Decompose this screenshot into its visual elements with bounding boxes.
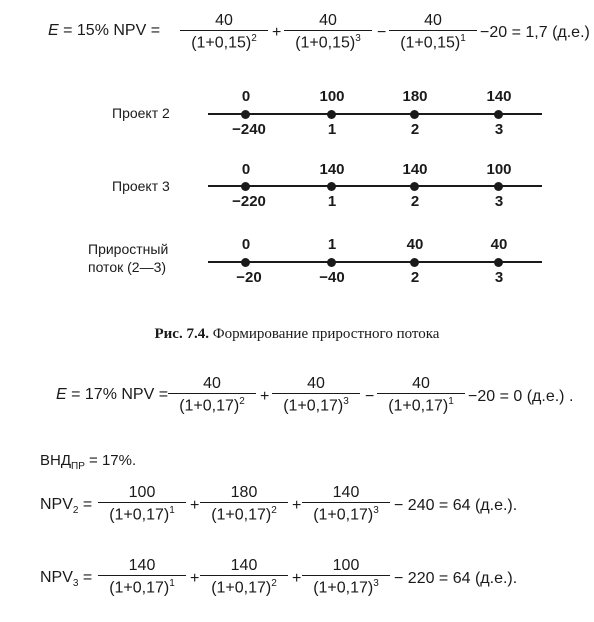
eq3-fraction-1 (98, 484, 186, 524)
numerator: 40 (307, 375, 325, 392)
denominator: $(1+0,17)^3$ (302, 575, 390, 597)
timeline-top-value: 40 (490, 236, 508, 253)
minus-operator: − (377, 24, 387, 41)
timeline-top-value: 0 (241, 88, 251, 105)
irr-subscript: ПР (71, 461, 85, 472)
eq2-lhs (56, 386, 168, 404)
timeline-label: Приростный (88, 241, 169, 257)
timeline-point (494, 258, 503, 267)
timeline-bottom-value: 3 (494, 269, 504, 286)
timeline-top-value: 1 (327, 236, 337, 253)
plus-operator: + (190, 497, 200, 514)
timeline-bottom-value: 3 (494, 193, 504, 210)
rate-symbol: E (56, 386, 67, 403)
timeline-point (410, 110, 419, 119)
denominator: $(1+0,17)^3$ (302, 502, 390, 524)
timeline-top-value: 140 (486, 88, 512, 105)
timeline-bottom-value: 1 (327, 193, 337, 210)
eq3-result: − 240 = 64 (д.е.). (394, 497, 518, 514)
eq2-fraction-3 (377, 375, 465, 415)
timeline-label: Проект 3 (112, 178, 170, 194)
denominator: $(1+0,17)^1$ (98, 575, 186, 597)
numerator: 40 (412, 375, 430, 392)
plus-operator: + (292, 497, 302, 514)
timeline-top-value: 40 (406, 236, 424, 253)
timeline-axis (208, 261, 542, 263)
timeline-point (241, 182, 250, 191)
irr-value: = 17%. (84, 452, 137, 469)
denominator: $(1+0,15)^3$ (284, 30, 372, 52)
eq1-lhs-text: = 15% NPV = (58, 22, 161, 39)
eq4-fraction-1 (98, 557, 186, 597)
eq1-fraction-1 (180, 12, 268, 52)
timeline-point (327, 258, 336, 267)
rate-symbol: E (48, 22, 59, 39)
eq2-fraction-2 (272, 375, 360, 415)
timeline-bottom-value: 1 (327, 121, 337, 138)
figure-caption (0, 326, 594, 343)
timeline-top-value: 0 (241, 161, 251, 178)
timeline-top-value: 180 (402, 88, 428, 105)
timeline-bottom-value: 3 (494, 121, 504, 138)
timeline-top-value: 140 (319, 161, 345, 178)
eq2-result: −20 = 0 (д.е.) . (468, 388, 574, 405)
denominator: $(1+0,17)^2$ (200, 575, 288, 597)
eq4-result: − 220 = 64 (д.е.). (394, 570, 518, 587)
timeline-label: Проект 2 (112, 105, 170, 121)
timeline-bottom-value: −220 (232, 193, 266, 210)
irr-statement (40, 452, 136, 472)
numerator: 140 (230, 557, 258, 574)
numerator: 100 (128, 484, 156, 501)
timeline-axis (208, 185, 542, 187)
denominator: $(1+0,15)^2$ (180, 30, 268, 52)
timeline-top-value: 0 (241, 236, 251, 253)
timeline-bottom-value: −240 (232, 121, 266, 138)
eq3-fraction-3 (302, 484, 390, 524)
timeline-bottom-value: 2 (410, 269, 420, 286)
timeline-point (241, 110, 250, 119)
denominator: $(1+0,17)^1$ (98, 502, 186, 524)
eq2-lhs-text: = 17% NPV = (66, 386, 169, 403)
eq4-fraction-3 (302, 557, 390, 597)
denominator: $(1+0,15)^1$ (389, 30, 477, 52)
denominator: $(1+0,17)^2$ (168, 393, 256, 415)
denominator: $(1+0,17)^2$ (200, 502, 288, 524)
timeline-bottom-value: −20 (236, 269, 262, 286)
timeline-bottom-value: 2 (410, 193, 420, 210)
eq4-lhs: $NPV_3$ = (40, 569, 93, 590)
denominator: $(1+0,17)^3$ (272, 393, 360, 415)
timeline-bottom-value: −40 (319, 269, 345, 286)
timeline-point (327, 110, 336, 119)
timeline-point (494, 110, 503, 119)
numerator: 40 (424, 12, 442, 29)
timeline-point (327, 182, 336, 191)
denominator: $(1+0,17)^1$ (377, 393, 465, 415)
numerator: 40 (215, 12, 233, 29)
numerator: 140 (332, 484, 360, 501)
plus-operator: + (272, 24, 282, 41)
plus-operator: + (190, 570, 200, 587)
plus-operator: + (260, 388, 270, 405)
eq1-result: −20 = 1,7 (д.е.) (480, 24, 590, 41)
eq2-fraction-1 (168, 375, 256, 415)
eq1-lhs (48, 22, 160, 40)
numerator: 40 (203, 375, 221, 392)
numerator: 40 (319, 12, 337, 29)
eq3-fraction-2 (200, 484, 288, 524)
timeline-point (410, 182, 419, 191)
timeline-point (241, 258, 250, 267)
figure-title: Формирование приростного потока (208, 326, 440, 342)
eq3-lhs: $NPV_2$ = (40, 496, 93, 517)
timeline-point (410, 258, 419, 267)
numerator: 180 (230, 484, 258, 501)
eq4-fraction-2 (200, 557, 288, 597)
eq1-fraction-3 (389, 12, 477, 52)
timeline-top-value: 140 (402, 161, 428, 178)
timeline-bottom-value: 2 (410, 121, 420, 138)
numerator: 140 (128, 557, 156, 574)
irr-symbol: ВНД (40, 452, 71, 469)
numerator: 100 (332, 557, 360, 574)
plus-operator: + (292, 570, 302, 587)
timeline-label-line-2: поток (2—3) (88, 259, 167, 275)
timeline-point (494, 182, 503, 191)
timeline-top-value: 100 (486, 161, 512, 178)
eq1-fraction-2 (284, 12, 372, 52)
timeline-axis (208, 113, 542, 115)
minus-operator: − (365, 388, 375, 405)
figure-number: Рис. 7.4. (154, 326, 209, 342)
timeline-top-value: 100 (319, 88, 345, 105)
